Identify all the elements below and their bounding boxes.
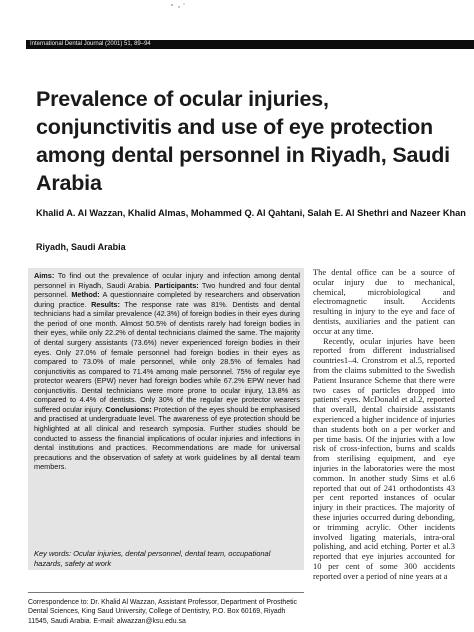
abstract-text	[34, 271, 300, 472]
article-title: Prevalence of ocular injuries, conjunctivitis and use of eye protection among dental personnel in Riyadh, Saudi Arabia	[36, 87, 450, 195]
conclusions-label: Conclusions:	[105, 404, 152, 414]
participants-text: Two hundred and four dental personnel.	[34, 280, 300, 300]
participants-label: Participants:	[154, 280, 199, 290]
results-label: Results:	[91, 299, 120, 309]
scan-specks	[0, 0, 474, 10]
aims-text: To find out the prevalence of ocular injury and infection among dental personnel in Riyadh, Saudi Arabia.	[34, 271, 300, 290]
conclusions-text: Protection of the eyes should be emphasised and practised at undergraduate level. The awareness of eye protection should be highlighted at all clinical and research symposia. Further studies should be conducted to assess the financial implications of ocular injuries and infections in dental institutions and practices. Recommendations are made for universal precautions and the observation of safety at work guidelines by all dental team members.	[34, 404, 300, 472]
author-list: Khalid A. Al Wazzan, Khalid Almas, Mohammed Q. Al Qahtani, Salah E. Al Shethri and Nazeer Khan	[36, 208, 466, 218]
key-words: Key words: Ocular injuries, dental personnel, dental team, occupational hazards, safety at work	[34, 549, 271, 568]
journal-citation: International Dental Journal (2001) 51, 89–94	[30, 41, 151, 47]
author-affiliation: Riyadh, Saudi Arabia	[36, 242, 126, 252]
aims-label: Aims:	[34, 271, 55, 280]
results-text: The response rate was 81%. Dentists and dental technicians had a similar prevalence (42.3%) of foreign bodies in their eyes during the period of one month. Almost 50.5% of dentists rarely had foreign bodies in their eyes, while only 22.2% of dental technicians claimed the same. The majority of dental surgery assistants (73.6%) never experienced foreign bodies in their eyes. Only 27.0% of female personnel had foreign bodies in their eyes as compared to 73.0% of male personnel, while only 28.5% of females had conjunctivitis as compared to 71.4% among male personnel. 75% of regular eye protector wearers (EPW) never had foreign bodies while 67.2% EPW never had conjunctivitis. Dental technicians were more prone to ocular injury, 13.8% as compared to 4.4% of dentists. Only 30% of the regular eye protector wearers suffered ocular injury.	[34, 299, 300, 414]
footnote-divider	[28, 592, 304, 593]
body-column	[313, 268, 455, 582]
method-label: Method:	[71, 290, 100, 300]
correspondence-note: Correspondence to: Dr. Khalid Al Wazzan, Assistant Professor, Department of Prosthetic Dental Sciences, King Saud University, College of Dentistry, P.O. Box 60169, Riyadh 11545, Saudi Arabia. E-mail: alwazzan@ksu.edu.sa	[28, 599, 297, 625]
method-text: A questionnaire completed by researchers and observation during practice.	[34, 290, 300, 309]
body-paragraph-1: The dental office can be a source of ocular injury due to mechanical, chemical, microbiological and electromagnetic insult. Accidents resulting in injury to the eye and face of dentists, auxiliaries and the patient can occur at any time.	[313, 267, 455, 336]
body-paragraph-2: Recently, ocular injuries have been reported from different industrialised countries1–4. Cronstrom et al.5, reported from the claims submitted to the Swedish Patient Insurance Scheme that there were two cases of particles dropped into patients' eyes. McDonald et al.2, reported that overall, dental chairside assistants experienced a higher incidence of injuries than students both on a per worker and per time basis. Of the injuries with a low risk of cross-infection, burns and scalds from sterilising equipment, and eye injuries in the laboratories were the most common. In another study Sims et al.6 reported that out of 241 orthodontists 43 per cent reported instances of ocular injury in their practices. The majority of these injuries occurred during debonding, or trimming acrylic. Other incidents involved ligating materials, intra-oral polishing, and acid etching. Porter et al.3 reported that eye injuries accounted for 10 per cent of some 300 accidents reported over a period of nine years at a	[313, 335, 455, 581]
